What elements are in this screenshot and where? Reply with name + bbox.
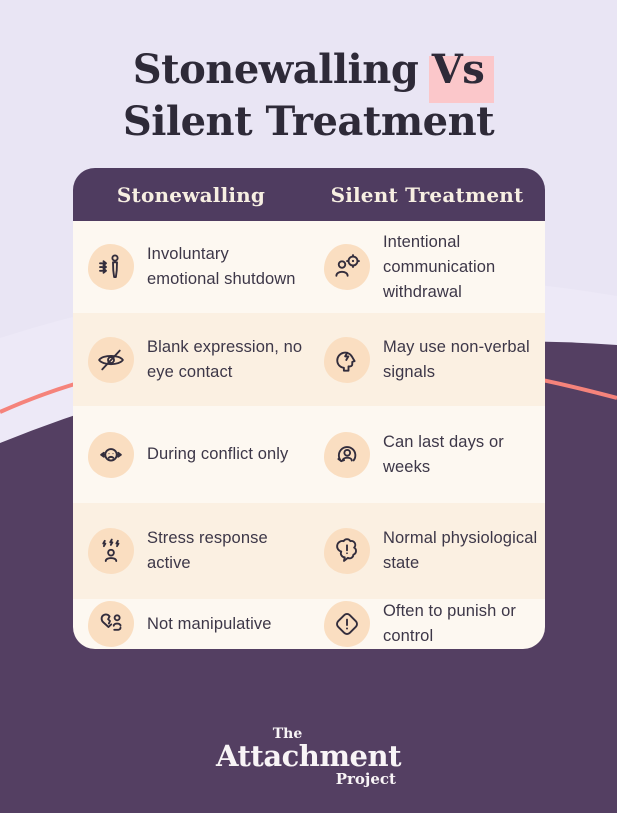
conflict-face-icon [88, 432, 134, 478]
page-title [0, 44, 617, 148]
title-line-2: Silent Treatment [122, 98, 495, 145]
attachment-project-logo [216, 727, 401, 787]
logo-project: Project [335, 770, 396, 788]
title-word-stonewalling: Stonewalling [132, 46, 419, 93]
table-row [73, 221, 545, 313]
cell-text: Normal physiological state [383, 529, 538, 572]
cell-text: Can last days or weeks [383, 432, 504, 476]
header-stonewalling: Stonewalling [116, 182, 266, 207]
eye-slash-icon [88, 337, 134, 383]
comparison-cell [309, 599, 545, 649]
cell-text: May use non-verbal signals [383, 337, 530, 381]
broken-heart-person-icon [88, 601, 134, 647]
person-target-icon [324, 244, 370, 290]
comparison-cell [73, 313, 309, 406]
comparison-cell [73, 221, 309, 313]
table-row [73, 313, 545, 406]
head-signals-icon [324, 337, 370, 383]
cell-text: Intentional communication withdrawal [383, 232, 496, 301]
comparison-cell [309, 503, 545, 599]
cell-text: Not manipulative [147, 614, 272, 633]
thought-exclamation-icon [324, 528, 370, 574]
comparison-card [73, 168, 545, 649]
comparison-cell [73, 599, 309, 649]
table-row [73, 406, 545, 503]
header-silent-treatment: Silent Treatment [330, 182, 524, 207]
cell-text: Often to punish or control [383, 602, 516, 645]
comparison-cell [309, 313, 545, 406]
comparison-cell [73, 503, 309, 599]
logo-the: The [272, 726, 303, 742]
person-cycle-icon [324, 432, 370, 478]
card-header [73, 168, 545, 221]
comparison-cell [73, 406, 309, 503]
table-row [73, 503, 545, 599]
cell-text: Blank expression, no eye contact [147, 337, 303, 381]
cell-text: Stress response active [147, 529, 268, 572]
title-word-vs-highlighted: Vs [432, 44, 485, 96]
logo-attachment: Attachment [216, 739, 401, 773]
stress-person-icon [88, 528, 134, 574]
comparison-cell [309, 406, 545, 503]
title-line-1 [0, 44, 617, 96]
cell-text: Involuntary emotional shutdown [147, 245, 296, 288]
person-arrows-icon [88, 244, 134, 290]
cell-text: During conflict only [147, 445, 289, 463]
warning-diamond-icon [324, 601, 370, 647]
comparison-cell [309, 221, 545, 313]
table-row [73, 599, 545, 649]
